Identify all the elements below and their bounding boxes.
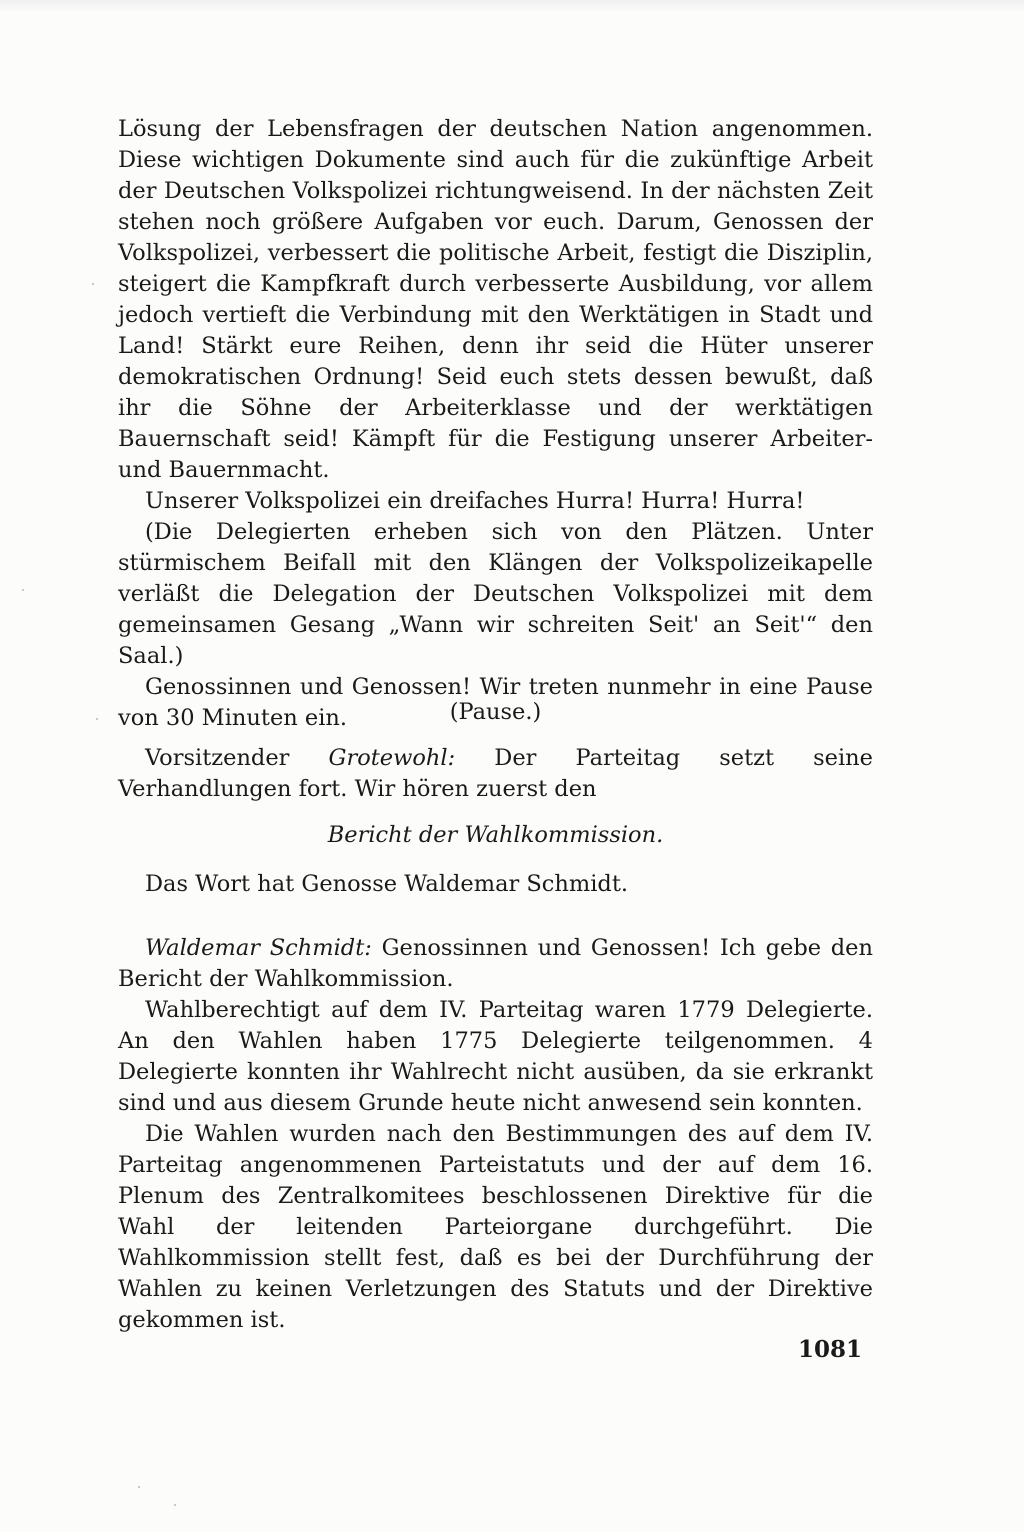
- speaker-schmidt: Waldemar Schmidt:: [145, 935, 372, 961]
- pause-marker: (Pause.): [449, 699, 542, 725]
- text-block-chair: [118, 743, 873, 805]
- text-block-floor: [118, 869, 873, 900]
- paragraph-chair: [118, 743, 873, 805]
- text-block-upper: [118, 114, 873, 734]
- paragraph-report-intro: [118, 933, 873, 995]
- paragraph-stage-direction: (Die Delegierten erheben sich von den Plätzen. Unter stürmischem Beifall mit den Klängen der Volkspolizeikapelle verläßt die Delegation der Deutschen Volkspolizei mit dem gemeinsamen Gesang „Wann wir schreiten Seit' an Seit'“ den Saal.): [118, 519, 873, 669]
- paper-speck: [96, 718, 98, 720]
- chair-prefix: Vorsitzender: [145, 745, 329, 771]
- paper-speck: [22, 589, 24, 591]
- section-heading-block: [118, 820, 873, 851]
- paragraph-continuation: Lösung der Lebensfragen der deutschen Nation angenommen. Diese wichtigen Dokumente sind auch für die zukünftige Arbeit der Deutschen Volkspolizei richtungweisend. In der nächsten Zeit stehen noch größere Aufgaben vor euch. Darum, Genossen der Volkspolizei, verbessert die politische Arbeit, festigt die Disziplin, steigert die Kampfkraft durch verbesserte Ausbildung, vor allem jedoch vertieft die Verbindung mit den Werktätigen in Stadt und Land! Stärkt eure Reihen, denn ihr seid die Hüter unserer demokratischen Ordnung! Seid euch stets dessen bewußt, daß ihr die Söhne der Arbeiterklasse und der werktätigen Bauernschaft seid! Kämpft für die Festigung unserer Arbeiter- und Bauernmacht.: [118, 116, 873, 483]
- paragraph-hurra: Unserer Volkspolizei ein dreifaches Hurra! Hurra! Hurra!: [145, 488, 805, 514]
- pause-line: [118, 697, 873, 728]
- paragraph-election-procedure: Die Wahlen wurden nach den Bestimmungen des auf dem IV. Parteitag angenommenen Parteistatuts und der auf dem 16. Plenum des Zentralkomitees beschlossenen Direktive für die Wahl der leitenden Parteiorgane durchgeführt. Die Wahlkommission stellt fest, daß es bei der Durchführung der Wahlen zu keinen Verletzungen des Statuts und der Direktive gekommen ist.: [118, 1121, 873, 1333]
- report-intro-text: Genossinnen und Genossen! Ich gebe den Bericht der Wahlkommission.: [118, 935, 873, 992]
- paper-speck: [138, 1486, 140, 1488]
- text-block-report: [118, 933, 873, 1336]
- paper-speck: [174, 1504, 176, 1506]
- page-top-edge: [0, 0, 1024, 12]
- paragraph-election-stats: Wahlberechtigt auf dem IV. Parteitag waren 1779 Delegierte. An den Wahlen haben 1775 Delegierte teilgenommen. 4 Delegierte konnten ihr Wahlrecht nicht ausüben, da sie erkrankt sind und aus diesem Grunde heute nicht anwesend sein konnten.: [118, 997, 873, 1116]
- paper-speck: [92, 283, 94, 285]
- paragraph-floor-given: Das Wort hat Genosse Waldemar Schmidt.: [145, 871, 629, 897]
- paragraph-pause-announcement: Genossinnen und Genossen! Wir treten nunmehr in eine Pause von 30 Minuten ein.: [118, 674, 873, 731]
- page-number: 1081: [798, 1336, 863, 1363]
- chair-text: Der Parteitag setzt seine Verhandlungen fort. Wir hören zuerst den: [118, 745, 873, 802]
- speaker-grotewohl: Grotewohl:: [328, 745, 456, 771]
- section-heading: Bericht der Wahlkommission.: [327, 822, 664, 848]
